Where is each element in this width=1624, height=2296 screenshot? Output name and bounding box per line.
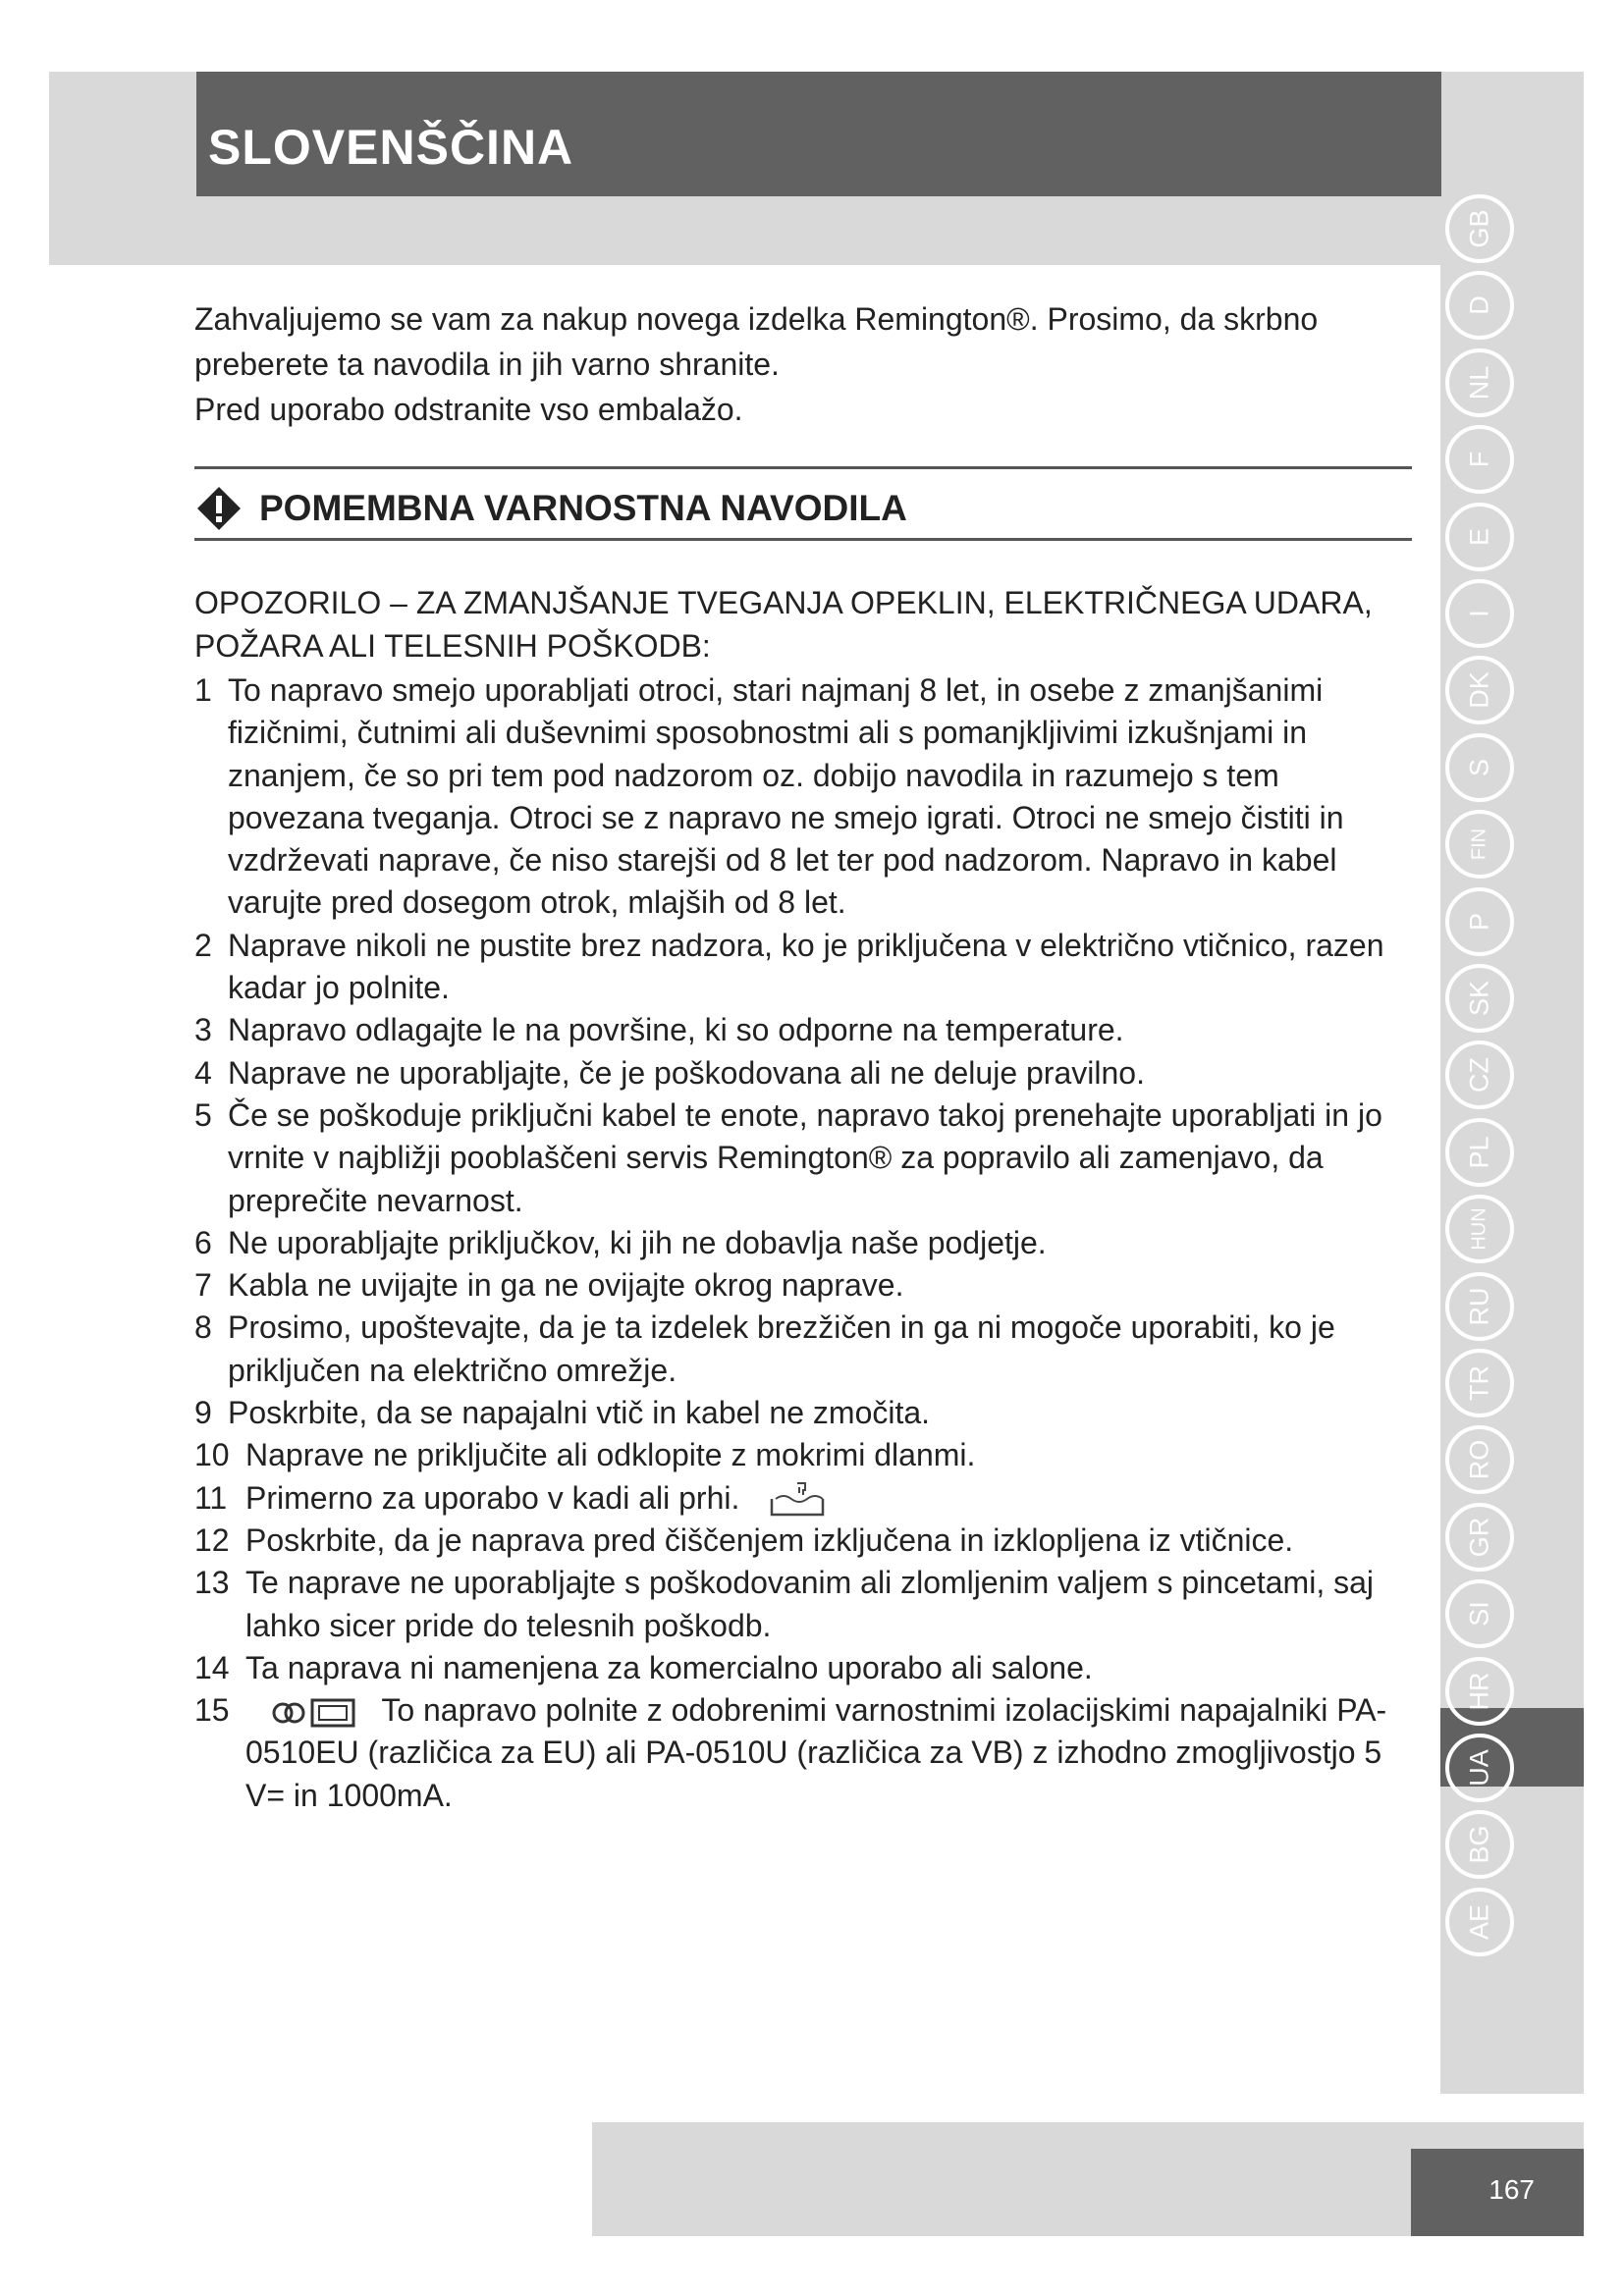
language-tab-i[interactable]: I xyxy=(1445,579,1514,648)
language-tab-ro[interactable]: RO xyxy=(1445,1425,1514,1494)
section-rule-top xyxy=(194,466,1412,469)
intro-line: preberete ta navodila in jih varno shranite. xyxy=(194,347,780,382)
list-item: 1 To napravo smejo uporabljati otroci, stari najmanj 8 let, in osebe z zmanjšanimi fizičnimi, čutnimi ali duševnimi sposobnostmi ali s pomanjkljivimi izkušnjami in znanjem, če so pri tem pod nadzorom oz. dobijo navodila in razumejo s tem povezana tveganja. Otroci se z napravo ne smejo igrati. Otroci ne smejo čistiti in vzdrževati naprave, če niso starejši od 8 let ter pod nadzorom. Napravo in kabel varujte pred dosegom otrok, mlajših od 8 let. xyxy=(194,672,1344,921)
language-tab-ru[interactable]: RU xyxy=(1445,1272,1514,1341)
language-tab-gr[interactable]: GR xyxy=(1445,1503,1514,1572)
intro-paragraph xyxy=(194,296,1402,432)
language-tab-fin[interactable]: FIN xyxy=(1445,810,1514,879)
list-item: 4 Naprave ne uporabljajte, če je poškodovana ali ne deluje pravilno. xyxy=(194,1054,1145,1091)
warning-title: OPOZORILO – ZA ZMANJŠANJE TVEGANJA OPEKLIN, ELEKTRIČNEGA UDARA, POŽARA ALI TELESNIH POŠKODB: xyxy=(194,585,1373,664)
language-tab-f[interactable]: F xyxy=(1445,425,1514,494)
language-tab-pl[interactable]: PL xyxy=(1445,1118,1514,1187)
safety-instructions-list xyxy=(194,669,1412,1817)
language-tab-p[interactable]: P xyxy=(1445,887,1514,956)
intro-line: Pred uporabo odstranite vso embalažo. xyxy=(194,392,743,427)
section-heading-text: POMEMBNA VARNOSTNA NAVODILA xyxy=(259,488,907,528)
language-tab-s[interactable]: S xyxy=(1445,733,1514,802)
language-tab-hun[interactable]: HUN xyxy=(1445,1195,1514,1263)
language-tab-d[interactable]: D xyxy=(1445,271,1514,340)
language-tab-sk[interactable]: SK xyxy=(1445,964,1514,1033)
list-item: 6 Ne uporabljajte priključkov, ki jih ne dobavlja naše podjetje. xyxy=(194,1224,1047,1260)
list-item: 7 Kabla ne uvijajte in ga ne ovijajte okrog naprave. xyxy=(194,1267,904,1304)
page-number: 167 xyxy=(1489,2174,1535,2205)
list-item: 5 Če se poškoduje priključni kabel te enote, napravo takoj prenehajte uporabljati in jo vrnite v najbližji pooblaščeni servis Remington® za popravilo ali zamenjavo, da preprečite nevarnost. xyxy=(194,1096,1382,1218)
list-item: 15 To napravo polnite z odobrenimi varnostnimi izolacijskimi napajalniki PA-0510EU (različica za EU) ali PA-0510U (različica za VB) z izhodno zmogljivostjo 5 V= in 1000mA. xyxy=(194,1692,1387,1813)
language-tab-cz[interactable]: CZ xyxy=(1445,1041,1514,1109)
language-tab-dk[interactable]: DK xyxy=(1445,656,1514,724)
page-title: SLOVENŠČINA xyxy=(208,120,574,175)
language-tab-si[interactable]: SI xyxy=(1445,1579,1514,1648)
list-item: 11 Primerno za uporabo v kadi ali prhi. xyxy=(194,1477,1412,1520)
language-tab-bg[interactable]: BG xyxy=(1445,1810,1514,1879)
page-number-box xyxy=(1411,2149,1584,2236)
list-item: 13 Te naprave ne uporabljajte s poškodovanim ali zlomljenim valjem s pincetami, saj lahko sicer pride do telesnih poškodb. xyxy=(194,1565,1374,1643)
list-item: 9 Poskrbite, da se napajalni vtič in kabel ne zmočita. xyxy=(194,1395,931,1431)
warning-icon xyxy=(196,486,242,531)
list-item: 12 Poskrbite, da je naprava pred čiščenjem izključena in izklopljena iz vtičnice. xyxy=(194,1522,1294,1558)
language-tab-tr[interactable]: TR xyxy=(1445,1349,1514,1417)
language-tab-hr[interactable]: HR xyxy=(1445,1657,1514,1726)
list-item: 8 Prosimo, upoštevajte, da je ta izdelek brezžičen in ga ni mogoče uporabiti, ko je priključen na električno omrežje. xyxy=(194,1309,1335,1388)
language-tab-ae[interactable]: AE xyxy=(1445,1888,1514,1956)
section-rule-bottom xyxy=(194,538,1412,541)
language-tab-ua[interactable]: UA xyxy=(1445,1734,1514,1802)
language-tab-e[interactable]: E xyxy=(1445,503,1514,571)
list-item: 14 Ta naprava ni namenjena za komercialno uporabo ali salone. xyxy=(194,1649,1093,1685)
language-tab-nl[interactable]: NL xyxy=(1445,348,1514,417)
title-bar xyxy=(196,72,1441,196)
bathtub-icon xyxy=(770,1481,825,1519)
language-tab-gb[interactable]: GB xyxy=(1445,194,1514,263)
list-item: 10 Naprave ne priključite ali odklopite z mokrimi dlanmi. xyxy=(194,1437,976,1473)
list-item: 2 Naprave nikoli ne pustite brez nadzora, ko je priključena v električno vtičnico, razen kadar jo polnite. xyxy=(194,927,1384,1006)
list-item: 3 Napravo odlagajte le na površine, ki so odporne na temperature. xyxy=(194,1012,1124,1048)
safety-isolating-transformer-icon xyxy=(265,1695,379,1731)
section-heading xyxy=(196,486,907,531)
intro-line: Zahvaljujemo se vam za nakup novega izdelka Remington®. Prosimo, da skrbno xyxy=(194,301,1319,337)
